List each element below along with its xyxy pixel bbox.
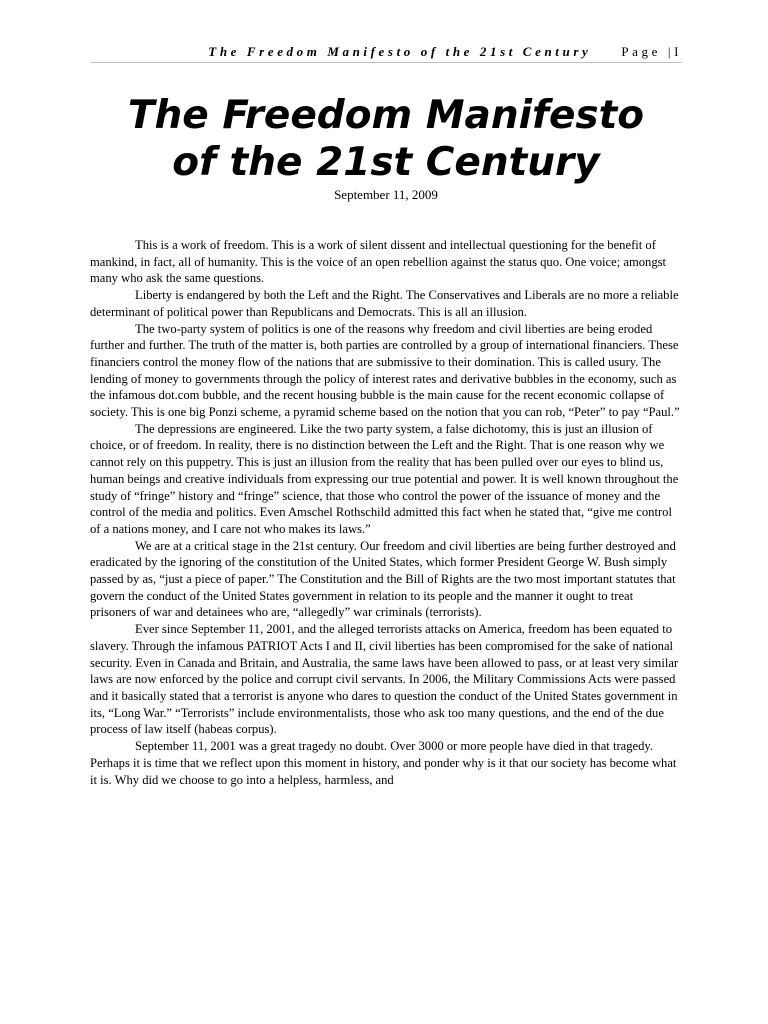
- document-date: September 11, 2009: [334, 187, 438, 202]
- paragraph: This is a work of freedom. This is a work of silent dissent and intellectual questioning for the benefit of mankind, in fact, all of humanity. This is the voice of an open rebellion against the status quo. One voice; amongst many who ask the same questions.: [90, 238, 667, 286]
- document-title: [90, 92, 682, 186]
- paragraph: September 11, 2001 was a great tragedy no doubt. Over 3000 or more people have died in that tragedy. Perhaps it is time that we reflect upon this moment in history, and ponder why is it that our society has become what it is. Why did we choose to go into a helpless, harmless, and: [90, 739, 677, 787]
- paragraph: Ever since September 11, 2001, and the alleged terrorists attacks on America, freedom has been equated to slavery. Through the infamous PATRIOT Acts I and II, civil liberties has been compromised for the sake of national security. Even in Canada and Britain, and Australia, the same laws have been allowed to pass, or at least very similar laws are now enforced by the police and corrupt civil servants. In 2006, the Military Commissions Acts were passed and it basically stated that a terrorist is anyone who dares to question the conduct of the United States government in its, “Long War.” “Terrorists” include environmentalists, those who ask too many questions, and the end of the due process of law itself (habeas corpus).: [90, 622, 679, 737]
- running-header: [90, 44, 682, 62]
- paragraph: The depressions are engineered. Like the two party system, a false dichotomy, this is just an illusion of choice, or of freedom. In reality, there is no distinction between the Left and the Right. That is one reason why we cannot rely on this puppetry. This is just an illusion from the reality that has been pulled over our eyes to blind us, human beings and creative individuals from expressing our true potential and power. It is well known throughout the study of “fringe” history and “fringe” science, that those who control the power of the issuance of money and the control of the media and politics. Even Amschel Rothschild admitted this fact when he stated that, “give me control of a nations money, and I care not who makes its laws.”: [90, 421, 679, 536]
- document-title-line-1: The Freedom Manifesto: [127, 93, 645, 138]
- body-text: [90, 237, 682, 788]
- running-header-title: The Freedom Manifesto of the 21st Century: [208, 44, 592, 59]
- paragraph: Liberty is endangered by both the Left and the Right. The Conservatives and Liberals are no more a reliable determinant of political power than Republicans and Democrats. This is all an illusion.: [90, 288, 679, 319]
- page-number: Page |I: [621, 44, 682, 59]
- document-title-line-2: of the 21st Century: [172, 140, 600, 185]
- paragraph: We are at a critical stage in the 21st century. Our freedom and civil liberties are being further destroyed and eradicated by the ignoring of the constitution of the United States, which former President George W. Bush simply passed by as, “just a piece of paper.” The Constitution and the Bill of Rights are the two most important statutes that govern the conduct of the United States government in relation to its people and the manner it ought to treat prisoners of war and detainees who are, “allegedly” war criminals (terrorists).: [90, 538, 676, 620]
- paragraph: The two-party system of politics is one of the reasons why freedom and civil liberties are being eroded further and further. The truth of the matter is, both parties are controlled by a group of international financiers. These financiers control the money flow of the nations that are submissive to their domination. This is called usury. The lending of money to governments through the policy of interest rates and derivative bubbles in the economy, such as the infamous dot.com bubble, and the recent housing bubble is the main cause for the recent economic collapse of society. This is one big Ponzi scheme, a pyramid scheme based on the notion that you can rob, “Peter” to pay “Paul.”: [90, 321, 680, 420]
- header-divider: [90, 62, 682, 63]
